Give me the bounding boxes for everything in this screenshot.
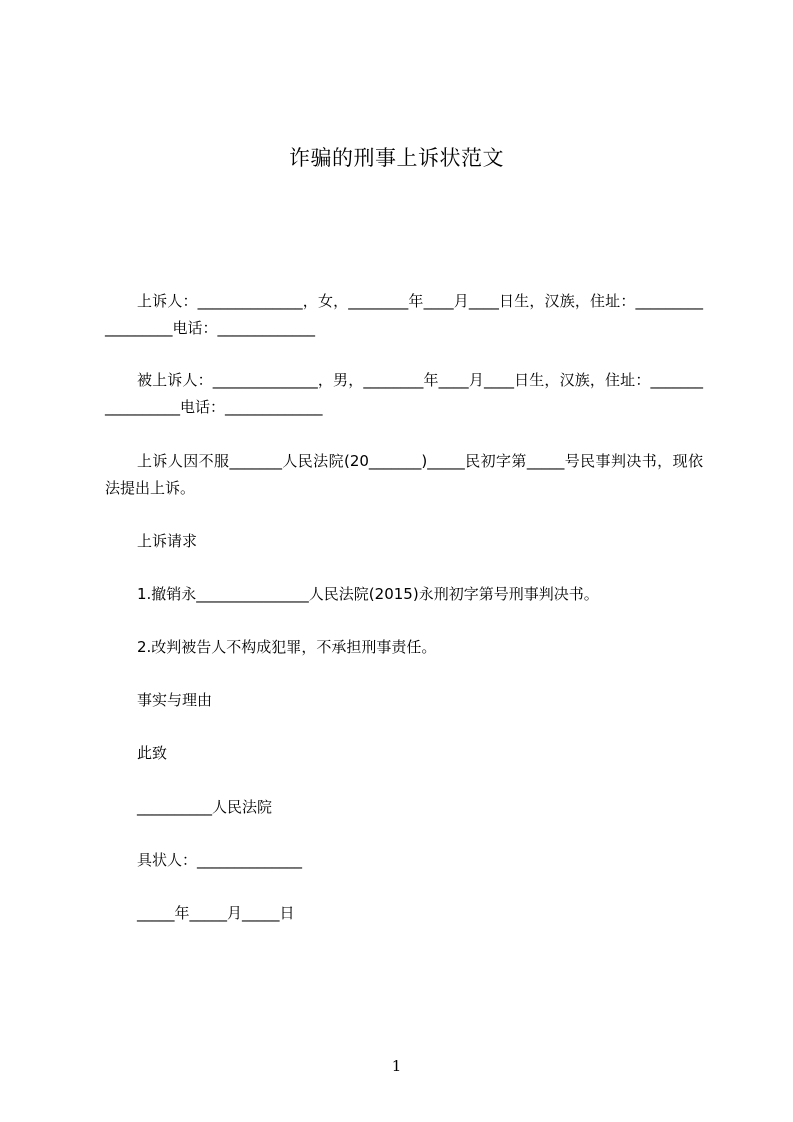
claim-item-1: 1.撤销永_______________人民法院(2015)永刑初字第号刑事判决书。 [137,585,599,603]
facts-heading: 事实与理由 [137,691,213,709]
appellant-info: 上诉人：______________，女，________年____月____日生，汉族，住址：__________________电话：_____________ [105,292,703,337]
claims-heading: 上诉请求 [137,532,198,550]
court-line: __________人民法院 [137,798,273,816]
document-title: 诈骗的刑事上诉状范文 [289,146,504,170]
appeal-intro: 上诉人因不服_______人民法院(20_______)_____民初字第_____号民事判决书，现依法提出上诉。 [105,452,703,497]
page-number: 1 [391,1057,402,1075]
signer-line: 具状人：______________ [137,851,303,869]
appellee-info: 被上诉人：______________，男，________年____月____日生，汉族，住址：_________________电话：_____________ [105,371,703,416]
date-line: _____年_____月_____日 [137,904,295,922]
closing-salutation: 此致 [137,744,168,762]
claim-item-2: 2.改判被告人不构成犯罪，不承担刑事责任。 [137,638,437,656]
